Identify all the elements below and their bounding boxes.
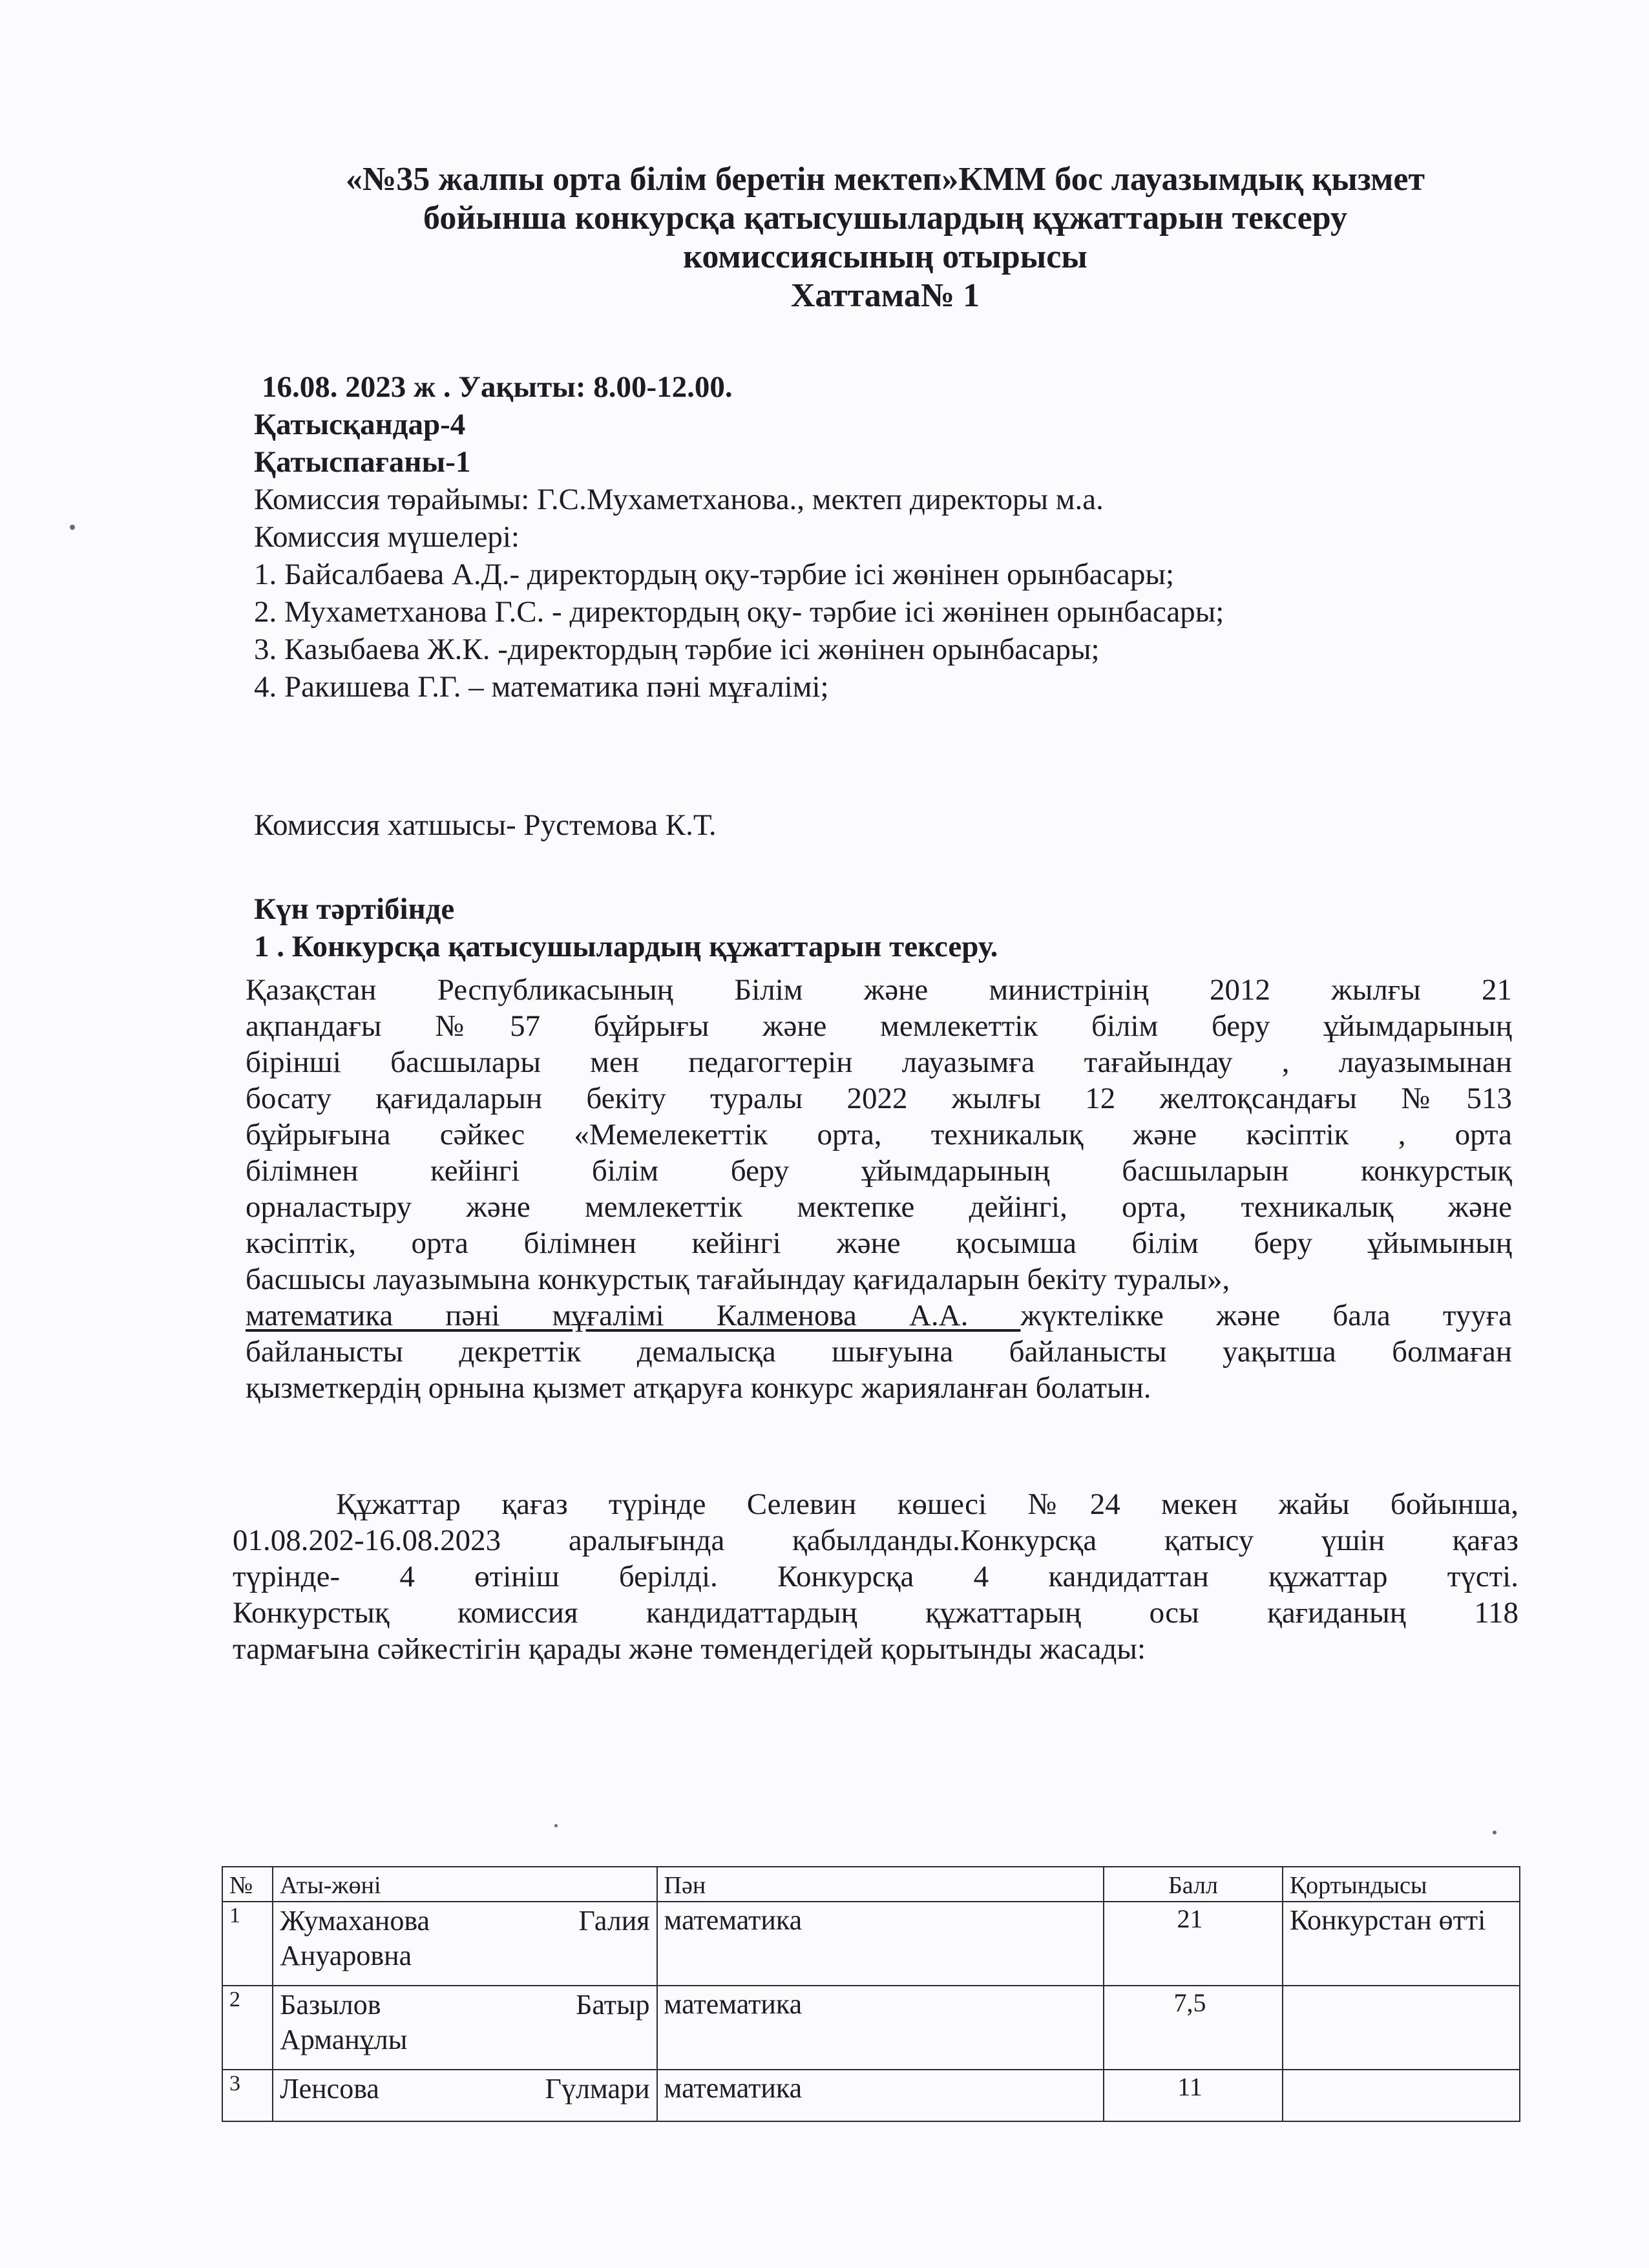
paragraph-legal-basis	[246, 972, 1512, 1406]
cell-result	[1283, 1986, 1520, 2070]
paragraph-line: кәсіптік, орта білімнен кейінгі және қосымша білім беру ұйымының	[246, 1226, 1512, 1260]
paragraph-line: басшысы лауазымына конкурстық тағайындау қағидаларын бекіту туралы»,	[246, 1263, 1230, 1296]
cell-result	[1283, 2070, 1520, 2121]
name-line-1: Базылов Батыр	[280, 1989, 650, 2021]
name-line-2: Ануаровна	[280, 1940, 412, 1971]
agenda-item-1: 1 . Конкурсқа қатысушылардың құжаттарын тексеру.	[254, 930, 998, 963]
cell-name	[273, 1986, 656, 2070]
member-3: 3. Казыбаева Ж.К. -директордың тәрбие ісі жөнінен орынбасары;	[254, 633, 1100, 666]
paragraph-line: ақпандағы №57 бұйрығы және мемлекеттік білім беру ұйымдарының	[246, 1009, 1512, 1043]
column-header-number: №	[222, 1867, 273, 1902]
cell-subject: математика	[657, 1902, 1104, 1986]
cell-subject: математика	[657, 1986, 1104, 2070]
paragraph-line: орналастыру және мемлекеттік мектепке дейінгі, орта, техникалық және	[246, 1190, 1512, 1224]
table-row	[222, 1986, 1520, 2070]
title-line-3: комиссиясының отырысы	[683, 238, 1087, 275]
scan-speck	[70, 525, 75, 530]
table-row	[222, 1902, 1520, 1986]
table-row	[222, 2070, 1520, 2121]
column-header-score: Балл	[1104, 1867, 1283, 1902]
agenda	[254, 890, 998, 965]
paragraph-line: білімнен кейінгі білім беру ұйымдарының басшыларын конкурстық	[246, 1154, 1512, 1188]
column-header-subject: Пән	[657, 1867, 1104, 1902]
absent-count: Қатыспағаны-1	[254, 445, 471, 479]
paragraph-documents	[233, 1486, 1518, 1667]
paragraph-line-position	[246, 1297, 1512, 1334]
cell-name	[273, 2070, 656, 2121]
meeting-date-time: 16.08. 2023 ж . Уақыты: 8.00-12.00.	[262, 370, 733, 404]
paragraph-line: қызметкердің орнына қызмет атқаруға конкурс жарияланған болатын.	[246, 1371, 1151, 1405]
column-header-result: Қортындысы	[1283, 1867, 1520, 1902]
cell-result: Конкурстан өтті	[1283, 1902, 1520, 1986]
candidates-table	[222, 1866, 1520, 2122]
members-heading: Комиссия мүшелері:	[254, 520, 520, 554]
paragraph-line: бұйрығына сәйкес «Мемелекеттік орта, техникалық және кәсіптік , орта	[246, 1118, 1512, 1151]
protocol-number: Хаттама№ 1	[790, 277, 980, 314]
paragraph-line: босату қағидаларын бекіту туралы 2022 жылғы 12 желтоқсандағы №513	[246, 1082, 1512, 1115]
paragraph-line: Конкурстық комиссия кандидаттардың құжаттарың осы қағиданың 118	[233, 1596, 1518, 1630]
scan-speck	[554, 1824, 558, 1827]
agenda-heading: Күн тәртібінде	[254, 892, 455, 926]
member-1: 1. Байсалбаева А.Д.- директордың оқу-тәрбие ісі жөнінен орынбасары;	[254, 558, 1175, 591]
commission-chair: Комиссия төрайымы: Г.С.Мухаметханова., мектеп директоры м.а.	[254, 483, 1104, 516]
cell-score: 11	[1104, 2070, 1283, 2121]
paragraph-line: Қазақстан Республикасының Білім және министрінің 2012 жылғы 21	[246, 973, 1512, 1007]
title-line-2: бойынша конкурсқа қатысушылардың құжаттарын тексеру	[423, 200, 1347, 236]
cell-score: 21	[1104, 1902, 1283, 1986]
scan-speck	[1493, 1831, 1497, 1834]
name-line-1: Жумаханова Галия	[280, 1905, 650, 1937]
name-line-1: Ленсова Гүлмари	[280, 2073, 650, 2105]
vacant-position-underlined: математика пәні мұғалімі Калменова А.А.	[246, 1299, 1021, 1332]
cell-number: 3	[222, 2070, 273, 2121]
table-header-row	[222, 1867, 1520, 1902]
paragraph-line: бірінші басшылары мен педагогтерін лауазымға тағайындау , лауазымынан	[246, 1045, 1512, 1079]
name-line-2: Арманұлы	[280, 2024, 408, 2055]
paragraph-line: байланысты декреттік демалысқа шығуына байланысты уақытша болмаған	[246, 1335, 1512, 1369]
present-count: Қатысқандар-4	[254, 408, 466, 441]
member-2: 2. Мухаметханова Г.С. - директордың оқу- тәрбие ісі жөнінен орынбасары;	[254, 595, 1224, 629]
paragraph-line: түрінде- 4 өтініш берілді. Конкурсқа 4 кандидаттан құжаттар түсті.	[233, 1560, 1518, 1593]
commission-secretary: Комиссия хатшысы- Рустемова К.Т.	[254, 808, 717, 842]
member-4: 4. Ракишева Г.Г. – математика пәні мұғалімі;	[254, 670, 829, 704]
paragraph-line: 01.08.202-16.08.2023 аралығында қабылданды.Конкурсқа қатысу үшін қағаз	[233, 1524, 1518, 1557]
cell-number: 2	[222, 1986, 273, 2070]
cell-score: 7,5	[1104, 1986, 1283, 2070]
cell-number: 1	[222, 1902, 273, 1986]
paragraph-line-rest: жүктелікке және бала тууға	[1020, 1299, 1512, 1332]
meeting-info	[254, 368, 1224, 706]
cell-subject: математика	[657, 2070, 1104, 2121]
column-header-name: Аты-жөні	[273, 1867, 656, 1902]
paragraph-line: Құжаттар қағаз түрінде Селевин көшесі №24 мекен жайы бойынша,	[336, 1487, 1518, 1521]
title-line-1: «№35 жалпы орта білім беретін мектеп»КММ бос лауазымдық қызмет	[345, 161, 1425, 198]
cell-name	[273, 1902, 656, 1986]
document-title	[194, 160, 1577, 315]
paragraph-line: тармағына сәйкестігін қарады және төмендегідей қорытынды жасады:	[233, 1632, 1146, 1666]
